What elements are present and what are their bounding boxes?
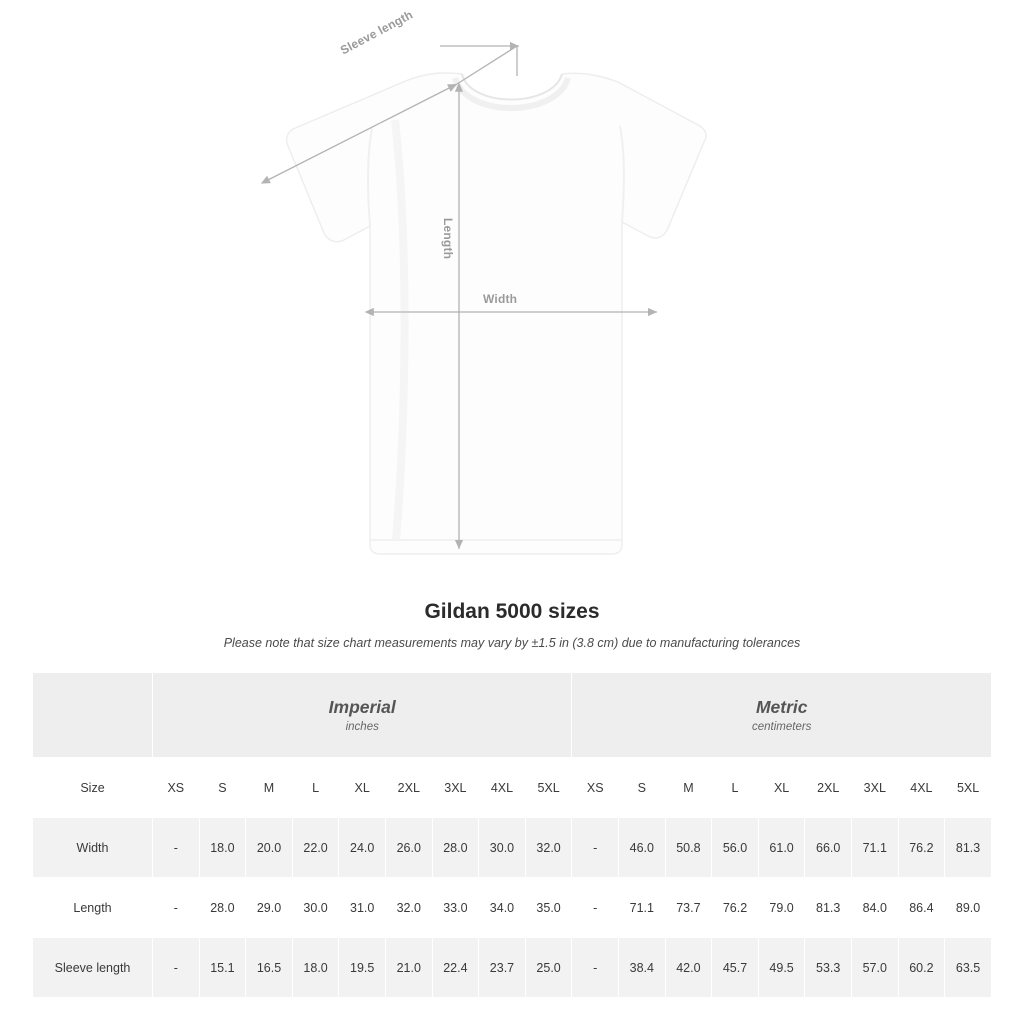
cell-length-imperial-xl: 31.0: [339, 878, 386, 938]
size-header-imperial-xl: XL: [339, 758, 386, 818]
cell-length-imperial-m: 29.0: [246, 878, 293, 938]
cell-width-imperial-m: 20.0: [246, 818, 293, 878]
cell-sleeve-imperial-xs: -: [153, 938, 200, 998]
cell-sleeve-imperial-l: 18.0: [292, 938, 339, 998]
size-header-metric-5xl: 5XL: [945, 758, 992, 818]
cell-width-imperial-xl: 24.0: [339, 818, 386, 878]
cell-sleeve-metric-s: 38.4: [619, 938, 666, 998]
size-header-metric-s: S: [619, 758, 666, 818]
corner-cell: [33, 673, 153, 758]
system-header-row: [33, 673, 992, 758]
cell-sleeve-imperial-2xl: 21.0: [385, 938, 432, 998]
cell-length-imperial-l: 30.0: [292, 878, 339, 938]
size-header-metric-2xl: 2XL: [805, 758, 852, 818]
cell-sleeve-imperial-m: 16.5: [246, 938, 293, 998]
cell-length-metric-xl: 79.0: [758, 878, 805, 938]
cell-width-imperial-l: 22.0: [292, 818, 339, 878]
system-header-metric: [572, 673, 992, 758]
cell-sleeve-metric-xl: 49.5: [758, 938, 805, 998]
size-header-imperial-3xl: 3XL: [432, 758, 479, 818]
table-row: [33, 938, 992, 998]
size-chart-table-wrap: [32, 672, 992, 998]
width-label: Width: [483, 292, 518, 306]
cell-length-imperial-2xl: 32.0: [385, 878, 432, 938]
cell-width-imperial-5xl: 32.0: [525, 818, 572, 878]
system-unit-metric: centimeters: [751, 721, 812, 734]
cell-width-metric-s: 46.0: [619, 818, 666, 878]
cell-length-metric-xs: -: [572, 878, 619, 938]
cell-sleeve-metric-xs: -: [572, 938, 619, 998]
cell-length-metric-l: 76.2: [712, 878, 759, 938]
size-header-metric-m: M: [665, 758, 712, 818]
size-header-metric-l: L: [712, 758, 759, 818]
cell-length-metric-2xl: 81.3: [805, 878, 852, 938]
tolerance-note: Please note that size chart measurements may vary by ±1.5 in (3.8 cm) due to manufacturing tolerances: [223, 636, 801, 650]
cell-length-imperial-xs: -: [153, 878, 200, 938]
length-label: Length: [441, 218, 455, 260]
cell-length-metric-s: 71.1: [619, 878, 666, 938]
cell-width-metric-5xl: 81.3: [945, 818, 992, 878]
cell-sleeve-metric-4xl: 60.2: [898, 938, 945, 998]
cell-sleeve-imperial-xl: 19.5: [339, 938, 386, 998]
cell-width-imperial-4xl: 30.0: [479, 818, 526, 878]
cell-length-imperial-5xl: 35.0: [525, 878, 572, 938]
cell-length-metric-m: 73.7: [665, 878, 712, 938]
cell-length-metric-4xl: 86.4: [898, 878, 945, 938]
cell-width-metric-4xl: 76.2: [898, 818, 945, 878]
cell-sleeve-metric-l: 45.7: [712, 938, 759, 998]
size-header-metric-4xl: 4XL: [898, 758, 945, 818]
system-unit-imperial: inches: [345, 721, 379, 734]
size-header-metric-xl: XL: [758, 758, 805, 818]
cell-sleeve-imperial-5xl: 25.0: [525, 938, 572, 998]
size-header-imperial-m: M: [246, 758, 293, 818]
cell-width-metric-2xl: 66.0: [805, 818, 852, 878]
size-header-imperial-l: L: [292, 758, 339, 818]
sleeve-length-label: Sleeve length: [338, 7, 416, 58]
page-title: Gildan 5000 sizes: [424, 600, 600, 623]
size-header-imperial-xs: XS: [153, 758, 200, 818]
row-label-length: Length: [33, 878, 153, 938]
cell-width-metric-l: 56.0: [712, 818, 759, 878]
cell-width-metric-m: 50.8: [665, 818, 712, 878]
system-name-metric: Metric: [755, 696, 808, 717]
cell-length-imperial-3xl: 33.0: [432, 878, 479, 938]
size-header-imperial-2xl: 2XL: [385, 758, 432, 818]
cell-width-imperial-s: 18.0: [199, 818, 246, 878]
size-header-metric-xs: XS: [572, 758, 619, 818]
title-block: [0, 600, 1024, 650]
cell-sleeve-imperial-4xl: 23.7: [479, 938, 526, 998]
cell-sleeve-metric-5xl: 63.5: [945, 938, 992, 998]
cell-sleeve-metric-m: 42.0: [665, 938, 712, 998]
table-row: [33, 878, 992, 938]
cell-sleeve-imperial-s: 15.1: [199, 938, 246, 998]
cell-width-imperial-3xl: 28.0: [432, 818, 479, 878]
row-label-sleeve-length: Sleeve length: [33, 938, 153, 998]
system-header-imperial: [153, 673, 572, 758]
system-name-imperial: Imperial: [328, 696, 396, 717]
cell-length-imperial-4xl: 34.0: [479, 878, 526, 938]
cell-length-metric-3xl: 84.0: [851, 878, 898, 938]
cell-width-imperial-2xl: 26.0: [385, 818, 432, 878]
cell-length-metric-5xl: 89.0: [945, 878, 992, 938]
cell-length-imperial-s: 28.0: [199, 878, 246, 938]
size-label-cell: Size: [33, 758, 153, 818]
cell-sleeve-metric-3xl: 57.0: [851, 938, 898, 998]
cell-width-metric-xl: 61.0: [758, 818, 805, 878]
size-header-metric-3xl: 3XL: [851, 758, 898, 818]
cell-sleeve-imperial-3xl: 22.4: [432, 938, 479, 998]
size-header-imperial-s: S: [199, 758, 246, 818]
size-header-imperial-4xl: 4XL: [479, 758, 526, 818]
cell-width-metric-3xl: 71.1: [851, 818, 898, 878]
size-chart-table: [32, 672, 992, 998]
row-label-width: Width: [33, 818, 153, 878]
cell-width-imperial-xs: -: [153, 818, 200, 878]
size-header-imperial-5xl: 5XL: [525, 758, 572, 818]
table-row: [33, 818, 992, 878]
cell-sleeve-metric-2xl: 53.3: [805, 938, 852, 998]
size-header-row: [33, 758, 992, 818]
cell-width-metric-xs: -: [572, 818, 619, 878]
